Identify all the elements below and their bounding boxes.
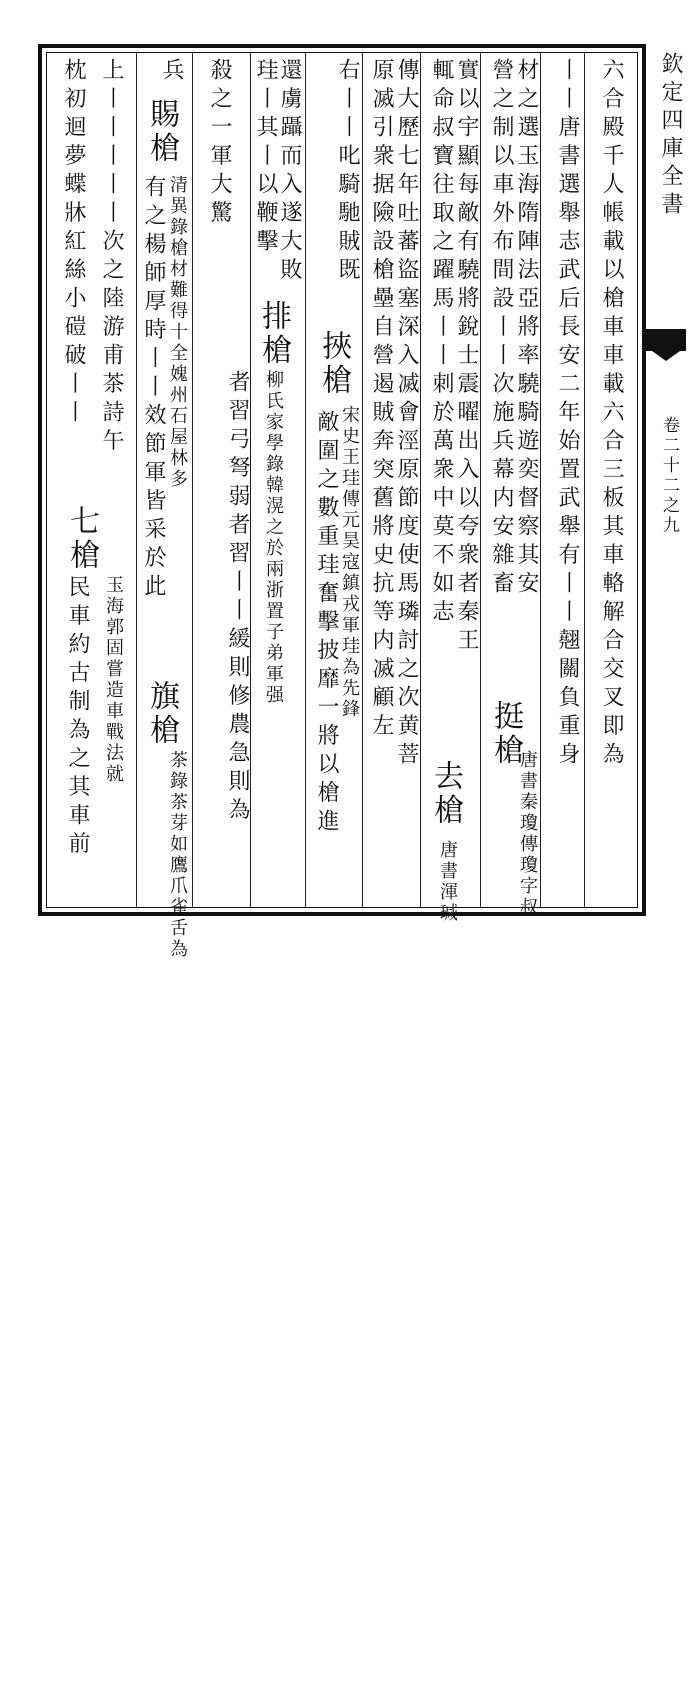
entry-note: 唐書秦瓊傳瓊字叔 <box>517 750 538 918</box>
entry-term: 挾槍 <box>316 330 351 398</box>
text-column: 原㓕引衆据險設槍壘自營遏賊奔突舊將史抗等内㓕顧左 <box>369 58 394 742</box>
page-margin-column <box>646 44 686 916</box>
entry-term: 挺槍 <box>488 700 523 768</box>
text-column: 枕初迴夢蝶牀紅絲小磑破丨丨 <box>61 58 86 429</box>
entry-term: 賜槍 <box>144 98 179 166</box>
entry-note: 玉海郭固嘗造車戰法就 <box>103 575 124 785</box>
column-rule <box>250 52 251 908</box>
text-column: 六合殿千人帳載以槍車車載六合三板其車輅解合交叉即為 <box>599 58 624 771</box>
column-rule <box>420 52 421 908</box>
entry-note: 唐書渾瑊 <box>437 840 458 924</box>
entry-note: 茶錄茶芽如鷹爪雀舌為 <box>167 750 188 960</box>
column-rule <box>584 52 585 908</box>
text-column: 兵 <box>159 58 184 87</box>
text-column: 材之選玉海隋陣法亞將率驍騎遊奕督察其安 <box>514 58 539 600</box>
text-column: 右丨丨叱騎馳賊既 <box>335 58 360 286</box>
text-column: 還虜躡而入遂大敗 <box>277 58 302 286</box>
text-column: 丨丨唐書選舉志武后長安二年始置武舉有丨丨翹關負重身 <box>555 58 580 771</box>
column-rule <box>480 52 481 908</box>
entry-term: 旗槍 <box>144 680 179 748</box>
entry-note: 清異錄槍材難得十全媿州石屋林多 <box>167 175 188 490</box>
text-column: 珪丨其丨以鞭擊 <box>253 58 278 258</box>
volume-label: 卷二十二之九 <box>659 416 679 536</box>
column-rule <box>362 52 363 908</box>
book-title: 欽定四庫全書 <box>658 52 683 220</box>
text-column: 殺之一軍大驚 <box>207 58 232 229</box>
text-column: 傳大歷七年吐蕃盜塞深入㓕會涇原節度使馬璘討之次黄菩 <box>394 58 419 771</box>
text-column: 上丨丨丨丨丨次之陸游甫茶詩午 <box>99 58 124 457</box>
entry-term: 七槍 <box>64 505 99 573</box>
entry-note: 柳氏家學錄韓滉之於兩浙置子弟軍强 <box>263 370 284 706</box>
column-rule <box>305 52 306 908</box>
entry-term: 排槍 <box>256 300 291 368</box>
column-rule <box>192 52 193 908</box>
column-rule <box>136 52 137 908</box>
text-column: 有之楊師厚時丨丨效節軍皆采於此 <box>141 175 166 603</box>
entry-term: 去槍 <box>428 760 463 828</box>
column-rule <box>540 52 541 908</box>
text-column: 敵圍之數重珪奮擊披靡一將以槍進 <box>314 410 339 838</box>
text-column: 輒命叔寶往取之躍馬丨丨刺於萬衆中莫不如志 <box>429 58 454 628</box>
text-column: 民車約古制為之其車前 <box>65 575 90 860</box>
fish-tail-mark <box>646 329 686 351</box>
text-column: 實以宇顯每敵有驍將銳士震曜出入以夸衆者秦王 <box>454 58 479 657</box>
text-column: 營之制以車外布間設丨丨次施兵幕内安雜畜 <box>489 58 514 600</box>
entry-note: 宋史王珪傳元昊寇鎮戎軍珪為先鋒 <box>339 405 360 720</box>
text-column: 者習弓弩弱者習丨丨緩則修農急則為 <box>225 370 250 826</box>
